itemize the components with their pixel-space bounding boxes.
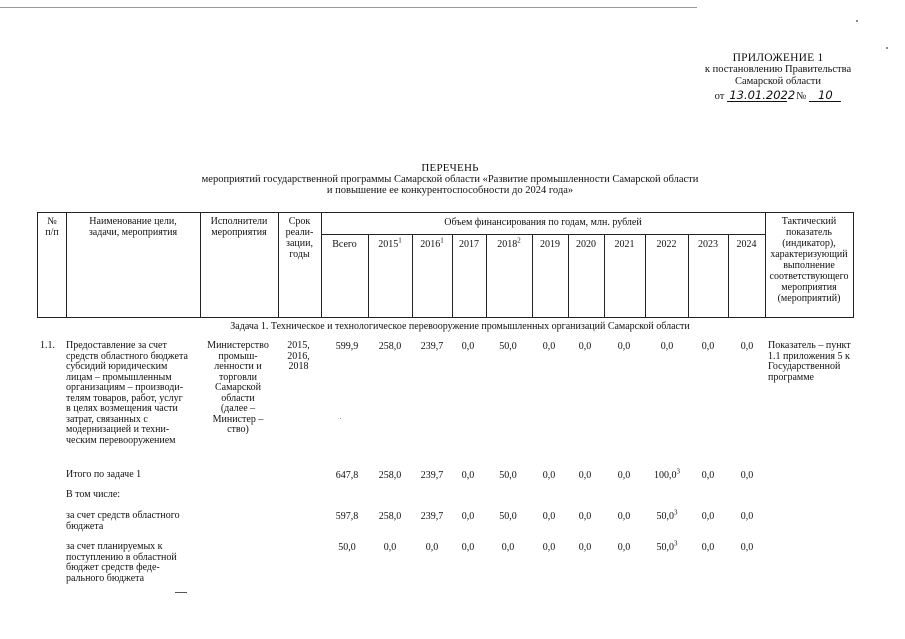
federal-budget-label: [66, 542, 199, 584]
header-year-2021: [604, 239, 645, 250]
regional-value: [647, 508, 687, 522]
header-year-2017: [452, 239, 486, 250]
handwritten-number: 10: [809, 89, 841, 102]
header-total: Всего: [332, 239, 357, 250]
row-executor-line: (далее –: [220, 403, 256, 414]
row-name-line: средств областного бюджета: [66, 350, 188, 362]
regional-label-line: бюджета: [66, 520, 104, 532]
total-task-value: [488, 470, 528, 481]
row-1-1-value: [370, 341, 410, 352]
row-indicator-line: программе: [768, 371, 814, 383]
value-text: 0,0: [578, 341, 592, 352]
value-text: 0,0: [740, 511, 754, 522]
row-name-line: лицам – промышленным: [66, 371, 172, 383]
federal-value: [688, 542, 728, 553]
federal-label-line: рального бюджета: [66, 572, 145, 584]
federal-label-line: за счет планируемых к: [66, 541, 163, 552]
total-task-value: [727, 470, 767, 481]
value-text: 239,7: [420, 511, 444, 522]
value-text: 239,7: [420, 341, 444, 352]
value-text: 0,0: [425, 542, 439, 553]
header-indicator: [765, 216, 853, 304]
header-year-label: 2020: [576, 239, 596, 250]
row-1-1-value: [412, 341, 452, 352]
row-term-line: 2016,: [287, 350, 310, 362]
header-year-2022: [645, 239, 688, 250]
row-1-1-term: [277, 341, 320, 373]
header-year-2018: [486, 236, 532, 250]
value-text: 258,0: [378, 470, 402, 481]
regional-value: [688, 511, 728, 522]
header-executors-line: мероприятия: [211, 227, 267, 238]
header-year-2016: [412, 236, 452, 250]
header-term: [278, 216, 321, 260]
header-indicator-line: мероприятия: [781, 282, 837, 293]
row-name-line: Предоставление за счет: [66, 340, 167, 351]
header-year-label: 2018: [497, 239, 518, 250]
value-text: 239,7: [420, 470, 444, 481]
value-text: 0,0: [578, 470, 592, 481]
header-year-footnote: 1: [440, 236, 444, 245]
value-footnote: 3: [674, 508, 678, 517]
value-text: 0,0: [740, 341, 754, 352]
header-indicator-line: показатель: [786, 227, 832, 238]
row-term-line: 2018: [288, 361, 309, 372]
value-text: 0,0: [740, 470, 754, 481]
number-prefix: №: [796, 91, 807, 102]
header-num-line: №: [47, 216, 57, 227]
value-text: 0,0: [461, 470, 475, 481]
header-term-line: годы: [289, 249, 310, 260]
regional-value: [529, 511, 569, 522]
value-text: 100,0: [654, 470, 677, 481]
federal-value: [604, 542, 644, 553]
handwritten-date: 13.01.2022: [729, 88, 796, 102]
row-name-line: модернизацией и техни-: [66, 424, 170, 435]
row-1-1-value: [565, 341, 605, 352]
federal-value: [529, 542, 569, 553]
regional-value: [565, 511, 605, 522]
total-task-value: [327, 470, 367, 481]
header-executors: [200, 216, 278, 238]
row-name-line: ческим перевооружением: [66, 434, 176, 446]
row-executor-line: ство): [227, 424, 249, 435]
row-name-line: субсидий юридическим: [66, 361, 168, 372]
scan-mark: [175, 592, 187, 593]
regional-value: [412, 511, 452, 522]
row-1-1-value: [688, 341, 728, 352]
row-1-1-name: [66, 341, 199, 446]
row-name-line: затрат, связанных с: [66, 413, 148, 425]
document-heading: ПЕРЕЧЕНЬ: [421, 162, 479, 174]
row-executor-line: торговли: [218, 371, 258, 383]
value-text: 0,0: [542, 341, 556, 352]
value-text: 50,0: [499, 511, 517, 522]
value-text: 50,0: [338, 542, 356, 553]
value-text: 0,0: [660, 341, 674, 352]
value-text: 0,0: [501, 542, 515, 553]
row-1-1-value: [488, 341, 528, 352]
value-text: 0,0: [461, 341, 475, 352]
value-text: 258,0: [378, 511, 402, 522]
scan-top-border: [0, 7, 697, 8]
value-text: 50,0: [656, 511, 674, 522]
header-year-footnote: 2: [517, 236, 521, 245]
row-1-1-value: [327, 341, 367, 352]
header-name-line: задачи, мероприятия: [88, 227, 178, 238]
header-name: [66, 216, 200, 238]
total-task-value: [370, 470, 410, 481]
regional-value: [327, 511, 367, 522]
federal-value: [727, 542, 767, 553]
federal-value: [488, 542, 528, 553]
row-1-1-value: [448, 341, 488, 352]
value-text: 647,8: [335, 470, 359, 481]
value-text: 0,0: [740, 542, 754, 553]
funding-divider: [321, 234, 765, 235]
header-indicator-line: (мероприятий): [777, 293, 841, 304]
header-indicator-line: Тактический: [781, 216, 837, 227]
date-prefix: от: [714, 91, 725, 102]
row-1-1-value: [727, 341, 767, 352]
total-task-value: [688, 470, 728, 481]
total-task-value: [604, 470, 644, 481]
row-executor-line: Министерство: [207, 340, 269, 351]
federal-value: [412, 542, 452, 553]
including-label: В том числе:: [66, 489, 121, 500]
row-indicator-line: Государственной: [768, 361, 841, 372]
federal-value: [370, 542, 410, 553]
value-text: 0,0: [461, 511, 475, 522]
row-name-line: организациям – производи-: [66, 382, 184, 393]
header-year-label: 2021: [614, 239, 635, 250]
value-text: 50,0: [656, 542, 674, 553]
header-year-2023: [688, 239, 728, 250]
header-funding: Объем финансирования по годам, млн. рублей: [444, 217, 642, 228]
value-text: 0,0: [617, 542, 631, 553]
regional-budget-label: [66, 511, 199, 532]
row-1-1-value: [647, 341, 687, 352]
value-footnote: 3: [674, 539, 678, 548]
header-year-2024: [728, 239, 765, 250]
value-text: 0,0: [461, 542, 475, 553]
value-text: 0,0: [578, 511, 592, 522]
regional-value: [370, 511, 410, 522]
header-indicator-line: соответствующего: [769, 271, 849, 282]
value-text: 0,0: [701, 511, 715, 522]
header-indicator-line: выполнение: [783, 260, 835, 271]
regional-value: [727, 511, 767, 522]
value-text: 0,0: [542, 470, 556, 481]
row-executor-line: промыш-: [218, 350, 258, 362]
regional-value: [604, 511, 644, 522]
value-text: 0,0: [701, 470, 715, 481]
federal-value: [647, 539, 687, 553]
regional-value: [448, 511, 488, 522]
value-text: 258,0: [378, 341, 402, 352]
annex-line-1: к постановлению Правительства: [704, 64, 852, 75]
header-name-line: Наименование цели,: [89, 216, 177, 227]
row-term-line: 2015,: [287, 340, 310, 351]
row-executor-line: ленности и: [214, 361, 262, 372]
regional-value: [488, 511, 528, 522]
row-name-line: телям товаров, работ, услуг: [66, 392, 183, 404]
total-task-value: [565, 470, 605, 481]
total-task-value: [448, 470, 488, 481]
row-name-line: в целях возмещения части: [66, 403, 178, 414]
value-text: 0,0: [701, 542, 715, 553]
annex-title: ПРИЛОЖЕНИЕ 1: [732, 52, 824, 64]
column-divider: [321, 213, 322, 317]
row-indicator-line: 1.1 приложения 5 к: [768, 350, 850, 362]
value-text: 597,8: [335, 511, 359, 522]
header-year-label: 2017: [459, 239, 479, 250]
row-1-1-value: [604, 341, 644, 352]
value-text: 0,0: [542, 511, 556, 522]
header-year-label: 2024: [736, 239, 757, 250]
value-text: 0,0: [701, 341, 715, 352]
document-subtitle-line-1: мероприятий государственной программы Самарской области «Развитие промышленности Самарской области: [201, 174, 699, 185]
header-term-line: Срок: [288, 216, 311, 227]
scan-speck: [856, 20, 858, 22]
document-subtitle-line-2: и повышение ее конкурентоспособности до 2024 года»: [326, 185, 574, 196]
header-year-2020: [568, 239, 604, 250]
header-indicator-line: (индикатор),: [782, 238, 836, 249]
value-text: 0,0: [617, 470, 631, 481]
value-text: 50,0: [499, 470, 517, 481]
header-term-line: реали-: [285, 227, 314, 238]
row-1-1-indicator: [768, 341, 864, 383]
row-executor-line: Министер –: [212, 413, 264, 425]
federal-label-line: бюджет средств феде-: [66, 562, 160, 573]
header-year-label: 2015: [378, 239, 399, 250]
table-header: [37, 212, 854, 318]
total-task-value: [529, 470, 569, 481]
header-year-footnote: 1: [398, 236, 402, 245]
value-text: 0,0: [617, 341, 631, 352]
row-indicator-line: Показатель – пункт: [768, 340, 851, 351]
total-task-value: [412, 470, 452, 481]
regional-label-line: за счет средств областного: [66, 510, 180, 521]
header-indicator-line: характеризующий: [770, 249, 848, 260]
row-executor-line: Самарской: [215, 382, 261, 393]
federal-value: [448, 542, 488, 553]
federal-value: [565, 542, 605, 553]
header-year-label: 2023: [698, 239, 718, 250]
federal-value: [327, 542, 367, 553]
federal-label-line: поступлению в областной: [66, 551, 177, 563]
header-year-label: 2016: [420, 239, 441, 250]
header-year-2019: [532, 239, 568, 250]
header-num-line: п/п: [45, 227, 59, 238]
scan-speck: [886, 47, 888, 49]
annex-block: [693, 52, 863, 103]
row-executor-line: области: [221, 392, 255, 404]
total-task-label: Итого по задаче 1: [66, 469, 142, 480]
header-year-label: 2022: [656, 239, 677, 250]
header-executors-line: Исполнители: [210, 216, 268, 227]
header-year-2015: [368, 236, 412, 250]
value-footnote: 3: [676, 467, 680, 476]
value-text: 599,9: [335, 341, 359, 352]
header-year-label: 2019: [540, 239, 560, 250]
row-1-1-value: [529, 341, 569, 352]
row-1-1-executor: [199, 341, 277, 436]
total-task-value: [647, 467, 687, 481]
value-text: 0,0: [542, 542, 556, 553]
value-text: 0,0: [383, 542, 397, 553]
scan-speck: [340, 418, 341, 419]
document-title: [150, 163, 750, 196]
task-title: Задача 1. Техническое и технологическое перевооружение промышленных организаций Самарской области: [230, 321, 690, 332]
value-text: 50,0: [499, 341, 517, 352]
row-1-1-number: 1.1.: [40, 340, 55, 351]
header-term-line: зации,: [286, 238, 313, 249]
value-text: 0,0: [578, 542, 592, 553]
header-num: [38, 216, 66, 238]
annex-date-line: [693, 89, 863, 103]
value-text: 0,0: [617, 511, 631, 522]
annex-line-2: Самарской области: [735, 76, 821, 87]
